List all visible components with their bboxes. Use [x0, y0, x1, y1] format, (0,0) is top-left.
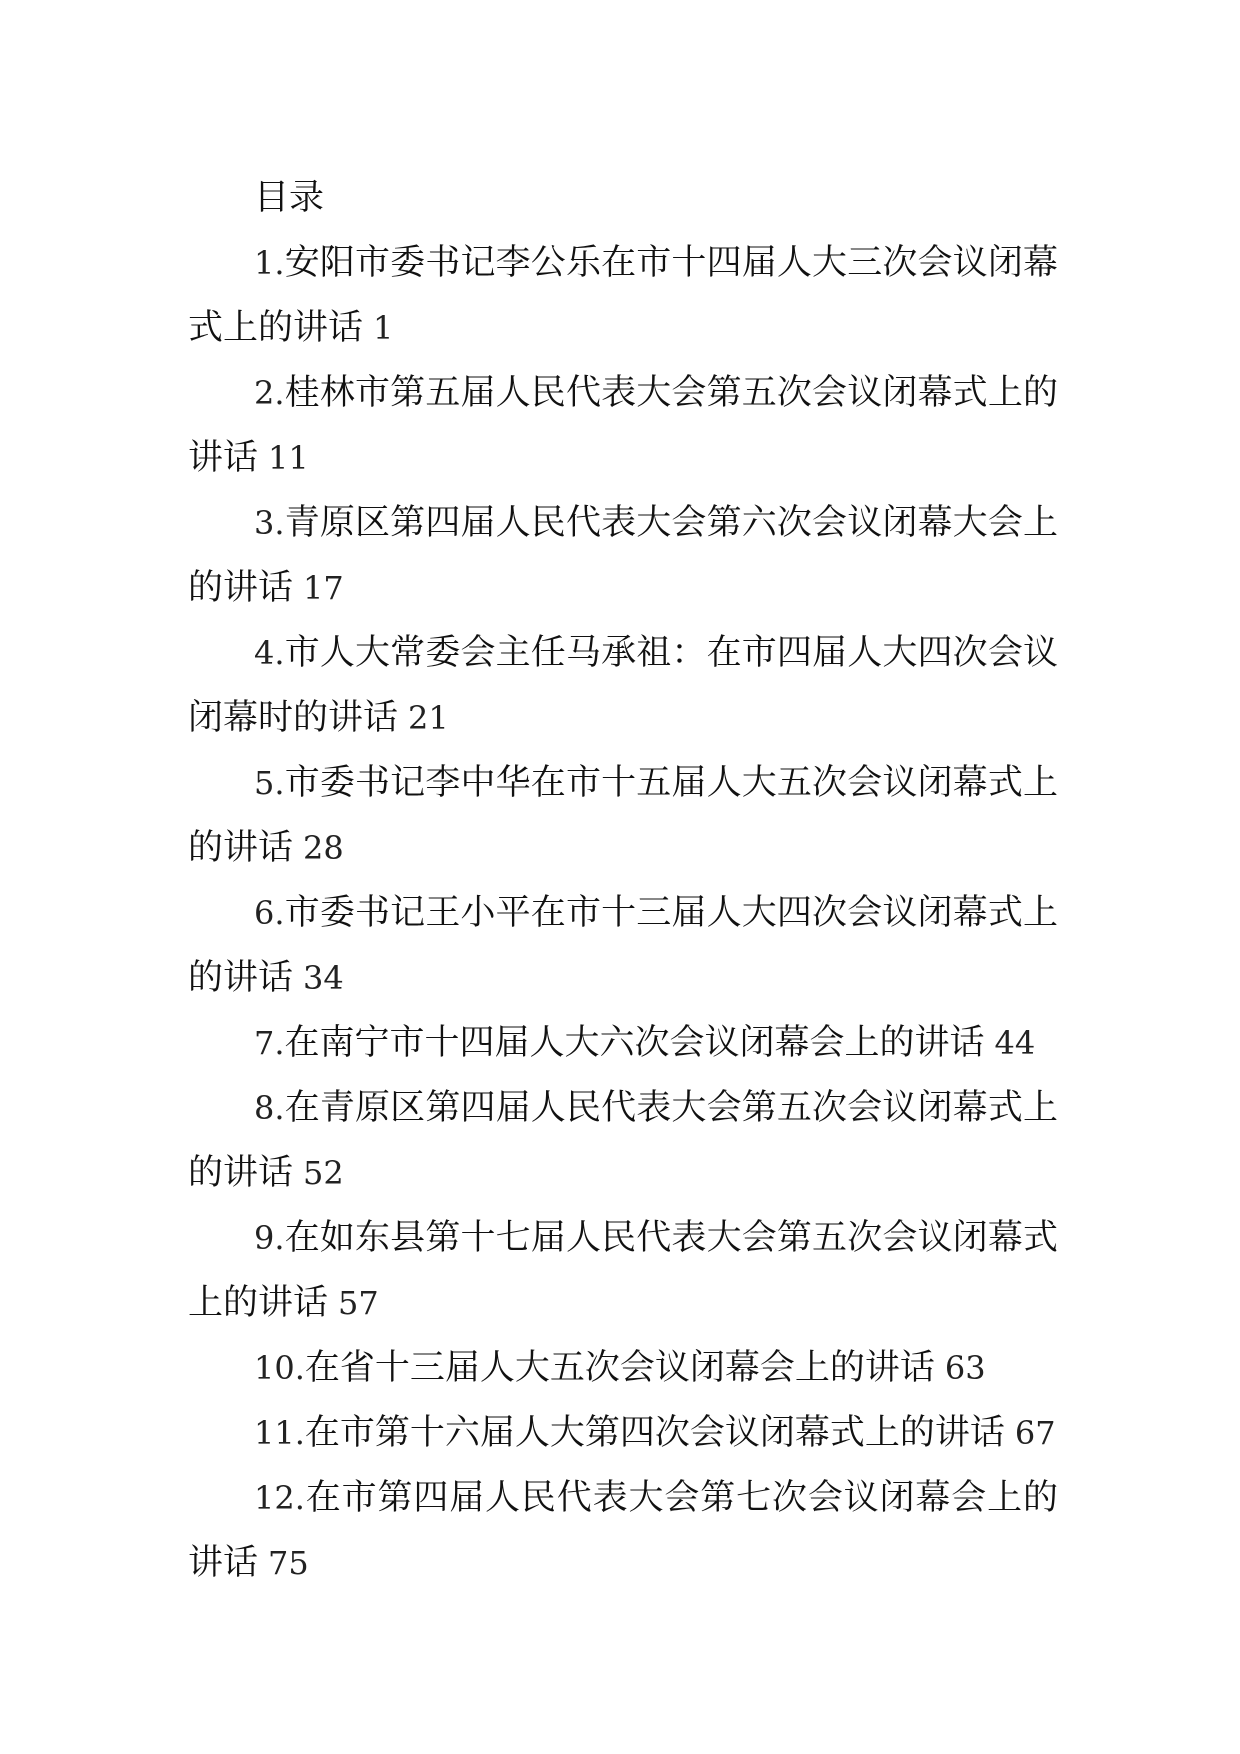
- toc-entry: [188, 1401, 1058, 1466]
- toc-entry-text: 市人大常委会主任马承祖：在市四届人大四次会议闭幕时的讲话: [188, 633, 1058, 738]
- toc-entry: [188, 1466, 1058, 1596]
- toc-entry: [188, 1076, 1058, 1206]
- toc-entry: [188, 231, 1058, 361]
- toc-entry-number: 2.: [254, 374, 285, 412]
- toc-entry-page: 17: [303, 569, 344, 607]
- toc-entry-page: 34: [303, 959, 344, 997]
- toc-entry-text: 在市第十六届人大第四次会议闭幕式上的讲话: [304, 1413, 1005, 1453]
- toc-entry-text: 安阳市委书记李公乐在市十四届人大三次会议闭幕式上的讲话: [188, 243, 1058, 348]
- toc-entry-page: 75: [268, 1544, 309, 1582]
- table-of-contents: [188, 166, 1058, 1596]
- toc-entry-text: 在南宁市十四届人大六次会议闭幕会上的讲话: [284, 1023, 985, 1063]
- toc-entry-page: 44: [994, 1024, 1036, 1062]
- toc-entry-page: 1: [373, 309, 394, 347]
- toc-entry: [188, 621, 1058, 751]
- toc-entry-number: 9.: [254, 1219, 285, 1257]
- toc-entry-text: 在青原区第四届人民代表大会第五次会议闭幕式上的讲话: [188, 1088, 1058, 1193]
- toc-entry-text: 桂林市第五届人民代表大会第五次会议闭幕式上的讲话: [188, 373, 1058, 478]
- toc-entry: [188, 1336, 1058, 1401]
- toc-entry-page: 21: [408, 699, 449, 737]
- toc-entry: [188, 361, 1058, 491]
- toc-entry-number: 3.: [254, 504, 285, 542]
- toc-entry-number: 8.: [254, 1089, 285, 1127]
- toc-entry: [188, 1011, 1058, 1076]
- toc-entry: [188, 751, 1058, 881]
- toc-entry-number: 1.: [254, 244, 285, 282]
- toc-entry: [188, 491, 1058, 621]
- toc-entry-number: 11.: [254, 1414, 305, 1452]
- toc-entry-page: 52: [303, 1154, 344, 1192]
- toc-entry-number: 6.: [254, 894, 285, 932]
- toc-entry-text: 在省十三届人大五次会议闭幕会上的讲话: [304, 1348, 935, 1388]
- toc-entry-page: 63: [944, 1349, 986, 1387]
- toc-entry-page: 67: [1014, 1414, 1056, 1452]
- toc-entry-number: 5.: [254, 764, 285, 802]
- toc-entry-text: 青原区第四届人民代表大会第六次会议闭幕大会上的讲话: [188, 503, 1058, 608]
- toc-entry-text: 市委书记王小平在市十三届人大四次会议闭幕式上的讲话: [188, 893, 1058, 998]
- toc-entry-number: 10.: [254, 1349, 305, 1387]
- toc-entry-page: 28: [303, 829, 344, 867]
- toc-entry-number: 12.: [254, 1479, 305, 1517]
- toc-entry-page: 11: [268, 439, 309, 477]
- toc-title: 目录: [254, 178, 325, 218]
- toc-entry-text: 在市第四届人民代表大会第七次会议闭幕会上的讲话: [188, 1478, 1058, 1583]
- toc-entry: [188, 1206, 1058, 1336]
- toc-entry-text: 在如东县第十七届人民代表大会第五次会议闭幕式上的讲话: [188, 1218, 1058, 1323]
- toc-entry-number: 4.: [254, 634, 285, 672]
- toc-entry-page: 57: [338, 1284, 379, 1322]
- toc-entry-number: 7.: [254, 1024, 285, 1062]
- toc-entry-text: 市委书记李中华在市十五届人大五次会议闭幕式上的讲话: [188, 763, 1058, 868]
- toc-entry: [188, 881, 1058, 1011]
